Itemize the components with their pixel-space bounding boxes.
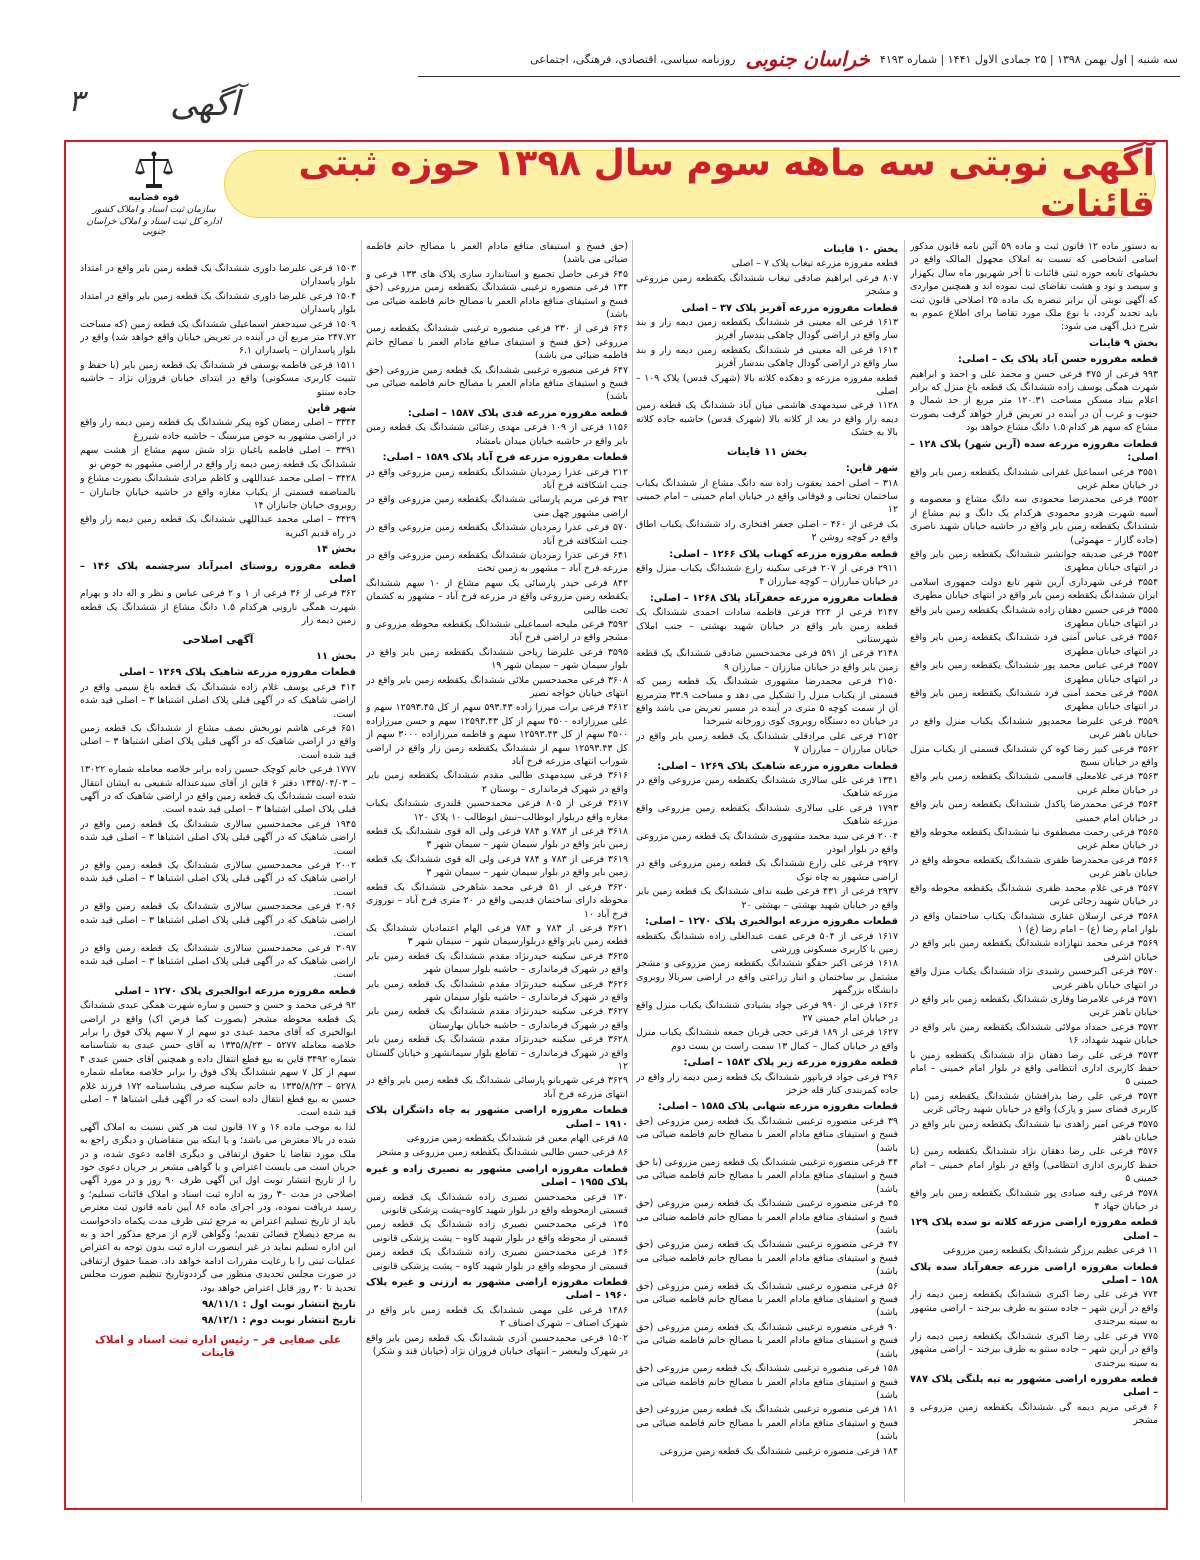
notice-entry: ۶۵۱ فرعی هاشم نوربخش نصف مشاع از ششدانگ یک قطعه زمین واقع در اراضی شاهیک که در آگهی قبلی پلاک اصلی اشتباها ۳ – اصلی قید شده است. xyxy=(80,723,356,761)
notice-entry: ۲۹۲۷ فرعی علی زارع ششدانگ یک قطعه زمین مزروعی واقع در اراضی مشهور به چاه نوک xyxy=(636,858,898,883)
notice-entry: قطعه مفروزه مزرعه و دهکده کلاته بالا (شهرک قدس) پلاک ۱۰۹ – اصلی xyxy=(636,372,898,398)
notice-entry: ۵۷۰ فرعی عذرا زمردیان ششدانگ یکقطعه زمین مزروعی واقع در جنب اشکافته فرخ آباد xyxy=(366,522,628,547)
notice-entry: ۳۶۲۵ فرعی سکینه حیدرنژاد مقدم ششدانگ یک قطعه زمین بایر واقع در شهرک فرمانداری – حاشیه بلوار سیمان شهر xyxy=(366,950,628,976)
notice-entry: ۲۹۳۷ فرعی از ۴۳۱ فرعی طیبه نداف ششدانگ یک قطعه زمین بایر واقع در خیابان شهید بهشتی – بهشتی ۲۰ xyxy=(636,886,898,911)
notice-entry: ۳۵۹۲ فرعی ملیحه اسماعیلی ششدانگ یکقطعه محوطه مزروعی و مشجر واقع در اراضی فرخ آباد xyxy=(366,618,628,644)
notice-entry: ۳۵۵۸ فرعی محمد آمنی فرد ششدانگ یکقطعه زمین بایر واقع در انتهای خیابان مطهری xyxy=(910,688,1158,713)
notice-entry: ۲۱۴۸ فرعی از ۵۹۱ فرعی محمدحسین صادقی ششدانگ یک قطعه زمین بایر واقع در خیابان مبارزان – مبارزان ۹ xyxy=(636,648,898,673)
notice-entry: ۱۹۴۵ فرعی محمدحسین سالاری ششدانگ یک قطعه زمین واقع در اراضی شاهیک که در آگهی قبلی پلاک اصلی اشتباها ۳ – اصلی قید شده است. xyxy=(80,818,356,857)
notice-entry: ۳۵۶۲ فرعی کنیز رضا کوه کن ششدانگ قسمتی از یکباب منزل واقع در خیابان بسیج xyxy=(910,743,1158,769)
notice-entry: ۲۱۵۰ فرعی محمدرضا مشهوری ششدانگ یک قطعه زمین که قسمتی از یکباب منزل را تشکیل می دهد و مساحت ۳۳.۹ مترمربع آن از سمت کوچه ۵ متری در آینده در مسیر تعریض می باشد واقع در خیابان ده دستگاه روبروی کوی زورخانه شیرخدا xyxy=(636,676,898,728)
notice-entry: ۱۶۱۷ فرعی از ۵۰۴ فرعی عفت عبدالعلی زاده ششدانگ یکقطعه زمین با کاربری مسکونی ورزشی xyxy=(636,930,898,955)
notice-entry: ۳۶۱۸ فرعی از ۷۸۳ و ۷۸۴ فرعی ولی اله قوی ششدانگ یک قطعه زمین بایر واقع در بلوار سیمان شهر – سیمان شهر ۳ xyxy=(366,826,628,851)
notice-entry: ۲۰۰۴ فرعی سید محمد مشهوری ششدانگ یک قطعه زمین مزروعی واقع در بلوار ابوذر xyxy=(636,830,898,856)
notice-entry: ۳۵۷۴ فرعی علی رضا بذرافشان ششدانگ یکقطعه زمین (با کاربری فضای سبز و پارک) واقع در خیابان شهید رجائی غربی xyxy=(910,1090,1158,1116)
column-divider xyxy=(904,240,905,1502)
notice-entry: ۴۵ فرعی منصوره ترغیبی ششدانگ یک قطعه زمین مزروعی (حق فسخ و استیفای منافع مادام العمر با مصالح خانم فاطمه ضیائی می باشد) xyxy=(636,1198,898,1237)
notice-entry: ۱۷۷۷ فرعی خانم کوچک حسین زاده برابر خلاصه معامله شماره ۱۳۰۲۲ – ۱۳۴۵/۰۴/۰۳ دفتر ۶ قاین از آقای سیدعبداله شفیعی به ایشان انتقال شده است ششدانگ یک قطعه زمین واقع در اراضی شاهیک که در آگهی قبلی پلاک اصلی اشتباها ۳ – اصلی قید شده است. xyxy=(80,764,356,816)
notice-entry: ۳۵۶۶ فرعی محمدرضا ظفری ششدانگ یکقطعه محوطه واقع در خیابان باهنر غربی xyxy=(910,854,1158,880)
notice-entry: ۳۵۷۸ فرعی رقیه صیادی پور ششدانگ یکقطعه زمین بایر واقع در خیابان جهاد ۴ xyxy=(910,1187,1158,1213)
section-heading: بخش ۱۰ قاینات xyxy=(823,244,898,255)
notice-entry: ۲۱۴۷ فرعی از ۲۲۴ فرعی فاطمه سادات احمدی ششدانگ یک قطعه زمین بایر واقع در خیابان شهید بهشتی – جنب املاک شهرستانی xyxy=(636,607,898,645)
notice-entry: ۳۵۷۶ فرعی علی رضا دهقان نژاد ششدانگ یکقطعه زمین (با حفظ کاربری اداری انتظامی) واقع در بلوار امام خمینی – امام خمینی ۵ xyxy=(910,1146,1158,1185)
notice-entry: ۳۵۵۴ فرعی شهرداری آرین شهر تابع دولت جمهوری اسلامی ایران ششدانگ یکقطعه زمین بایر واقع در انتهای خیابان مطهری xyxy=(910,576,1158,602)
notice-entry: ۳۳۹۱ – اصلی فاطمه باغبان نژاد شش سهم مشاع از هشت سهم ششدانگ یک قطعه زمین دیمه زار واقع در اراضی مشهور به حوض نو xyxy=(80,445,356,470)
notice-entry: ۶۴۵ فرعی حاصل تجمیع و استاندارد سازی پلاک های ۱۳۳ فرعی و ۱۳۴ فرعی منصوره ترغیبی ششدانگ یکقطعه زمین مزروعی (حق فسخ و استیفای منافع مادام العمر با مصالح خانم فاطمه ضیائی می باشد) xyxy=(366,268,628,321)
handwritten-section-label: آگهی xyxy=(170,84,240,124)
notice-entry: ۵۶ فرعی منصوره ترغیبی ششدانگ یک قطعه زمین مزروعی (حق فسخ و استیفای منافع مادام العمر با مصالح خانم فاطمه ضیائی می باشد) xyxy=(636,1280,898,1319)
notice-entry: ۱۴۵ فرعی محمدحسن نصیری زاده ششدانگ یک قطعه زمین قسمتی از محوطه واقع در بلوار شهید کاوه – پشت پزشکی قانونی xyxy=(366,1219,628,1244)
section-heading: قطعات مفروزه اراضی مشهور به ارزنی و غیره پلاک ۱۹۶۰ – اصلی xyxy=(366,1277,628,1302)
notice-entry: ۳۶۲۷ فرعی سکینه حیدرنژاد مقدم ششدانگ یک قطعه زمین بایر واقع در شهرک فرمانداری – حاشیه خیابان بهارستان xyxy=(366,1006,628,1031)
notice-entry: ۶۴۶ فرعی از ۲۳۰ فرعی منصوره ترغیبی ششدانگ یکقطعه زمین مزروعی (حق فسخ و استیفای منافع مادام العمر با مصالح خانم فاطمه ضیائی می باشد) xyxy=(366,323,628,362)
notice-entry: ۳۹ فرعی منصوره ترغیبی ششدانگ یک قطعه زمین مزروعی (حق فسخ و استیفای منافع مادام العمر با مصالح خانم فاطمه ضیائی می باشد) xyxy=(636,1115,898,1154)
notice-entry: ۳۵۶۸ فرعی ارسلان غفاری ششدانگ یکباب ساختمان واقع در بلوار امام رضا (ع) – امام رضا (ع) ۱ xyxy=(910,910,1158,935)
column-divider xyxy=(632,240,633,1502)
notice-entry: ۹۲ فرعی محمد و حسن و حسین و ساره شهرت همگی عبدی ششدانگ یک قطعه محوطه مشجر (بصورت کما فرض اک) واقع در اراضی ابوالخیری که آقای محمد عبدی دو سهم از ۷ سهم پلاک فوق را برابر خلاصه معامله ۵۲۷۷ – ۱۳۳۵/۸/۲۳ به آقای حسن عبدی به شناسنامه شماره ۳۴۹۲ قاین به بیع قطع انتقال داده و همچنین آقای حسن عبدی ۴ سهم از کل ۷ سهم ششدانگ پلاک فوق را برابر خلاصه معامله شماره ۵۲۷۸ – ۱۳۳۵/۸/۲۳ به خانم سکینه صرفی بشناسنامه ۱۷۲ فرزند غلام حسین به بیع قطع انتقال داده است که در آگهی قبلی اشتباها ۴ – اصلی قید شده است. xyxy=(80,1000,356,1119)
column-divider xyxy=(361,240,362,1502)
section-heading: قطعات مفروزه مزرعه سده (آرین شهر) پلاک ۱۲۸ – اصلی: xyxy=(910,438,1158,464)
section-heading: بخش ۱۴ xyxy=(316,544,356,556)
notice-entry: ۳۶۰۸ فرعی محمدحسین ملائی ششدانگ یکقطعه زمین بایر واقع در انتهای خیابان خواجه نصیر xyxy=(366,674,628,699)
issue-info: سه شنبه | اول بهمن ۱۳۹۸ | ۲۵ جمادی الاول ۱۴۴۱ | شماره ۴۱۹۳ xyxy=(879,52,1178,66)
notice-entry: ۶ فرعی مریم دیمه گی ششدانگ یکقطعه زمین مزروعی و مشجر xyxy=(910,1401,1158,1427)
notice-entry: ۱۶۱۸ فرعی اکبر حقگو ششدانگ یکقطعه زمین مزروعی و مشجر مشتمل بر ساختمان و انبار زراعتی واقع در اراضی سربالا روبروی دانشگاه بزرگمهر xyxy=(636,958,898,997)
section-heading: قطعه مفروزه روستای امیرآباد سرچشمه پلاک ۱۴۶ – اصلی xyxy=(80,560,356,585)
notice-entry: ۳۶۲۱ فرعی از ۷۸۳ و ۷۸۴ فرعی الهام اعتمادیان ششدانگ یک قطعه زمین بایر واقع دربلوارسیمان شهر – سیمان شهر ۳ xyxy=(366,922,628,948)
notice-entry: ۳۵۶۴ فرعی محمدرضا پاکدل ششدانگ یکقطعه زمین بایر واقع در خیابان امام خمینی xyxy=(910,799,1158,824)
section-heading: قطعات مفروزه اراضی مشهور به چاه داشگران پلاک ۱۹۱۰ – اصلی xyxy=(366,1105,628,1130)
notice-column-3 xyxy=(366,240,628,1502)
notice-entry: ۳۵۵۲ فرعی محمدرضا محمودی سه دانگ مشاع و معصومه و آسیه شهرت هردو محمودی هرکدام یک دانگ و نیم مشاع از ششدانگ یکقطعه زمین بایر واقع در حاشیه خیابان شهید ناصری (جاده گازار – مهموئی) xyxy=(910,494,1158,546)
notice-entry: ۹۰ فرعی منصوره ترغیبی ششدانگ یک قطعه زمین مزروعی (حق فسخ و استیفای منافع مادام العمر با مصالح خانم فاطمه ضیائی می باشد) xyxy=(636,1321,898,1360)
notice-entry: ۱۱ فرعی عظیم برزگر ششدانگ یکقطعه زمین مزروعی xyxy=(943,1245,1158,1257)
notice-column-2 xyxy=(636,240,898,1502)
newspaper-logo: خراسان جنوبی xyxy=(745,47,870,71)
notice-entry: ۱۸۴ فرعی منصوره ترغیبی ششدانگ یک قطعه زمین مزروعی xyxy=(659,1445,898,1457)
notice-entry: ۳۵۹۵ فرعی علیرضا ریاحی ششدانگ یکقطعه زمین بایر واقع در بلوار سیمان شهر – سیمان شهر ۱۹ xyxy=(366,646,628,672)
notice-entry: ۱۷۹۳ فرعی علی سالاری ششدانگ یکقطعه زمین مزروعی واقع مزرعه شاهیک xyxy=(636,802,898,828)
notice-entry: ۴۱۴ فرعی یوسف غلام زاده ششدانگ یک قطعه باغ سیمی واقع در اراضی شاهیک که در آگهی قبلی پلاک اصلی اشتباها ۳ – اصلی قید شده است. xyxy=(80,681,356,720)
masthead-divider xyxy=(418,76,1180,77)
notice-entry: ۳۵۵۶ فرعی عباس آمنی فرد ششدانگ یکقطعه زمین بایر واقع در انتهای خیابان مطهری xyxy=(910,632,1158,657)
notice-entry: ۱۶۱۳ فرعی اله معینی فر ششدانگ یکقطعه زمین دیمه زار و بند سار واقع در اراضی گودال چاهکی بندسار آفریز xyxy=(636,317,898,342)
notice-entry: ۳۶۲۰ فرعی از ۵۱ فرعی محمد شاهرخی ششدانگ یک قطعه محوطه دارای ساختمان قدیمی واقع در ۲۰ متری فرخ آباد – نوروزی فرخ آباد ۱۰ xyxy=(366,881,628,920)
masthead xyxy=(418,44,1178,74)
section-heading: قطعات مفروزه مزرعه فرخ آباد پلاک ۱۵۸۹ – اصلی: xyxy=(382,452,628,464)
notice-entry: ۳۶۱۲ فرعی برات میرزا زاده ۵۹۳.۴۳ سهم از کل ۱۲۵۹۳.۴۵ سهم و علی میرزازاده ۴۵۰۰ سهم از کل ۱۲۵۹۳.۴۳ سهم و حسن میرزازاده ۴۵۰۰ سهم از کل ۱۲۵۹۳.۴۳ سهم و فاطمه میرزازاده ۳۰۰۰ سهم از کل ۱۲۵۹۳.۴۳ سهم از ششدانگ یکقطعه زمین زار واقع در اراضی شوراب انتهای مزرعه فرخ آباد xyxy=(366,702,628,768)
notice-entry: ۱۴۸۶ فرعی علی مهمی ششدانگ یک قطعه زمین بایر واقع در شهرک اصناف – شهرک اصناف ۲ xyxy=(366,1304,628,1330)
notice-entry: ۳۶۲۸ فرعی سکینه حیدرنژاد مقدم ششدانگ یک قطعه زمین بایر واقع در شهرک فرمانداری – تقاطع بلوار سیمانشهر و خیابان گلستان ۱۲ xyxy=(366,1034,628,1072)
notice-entry: ۱۵۰۳ فرعی علیرضا داوری ششدانگ یک قطعه زمین بایر واقع در امتداد بلوار پاسداران xyxy=(80,263,356,288)
notice-entry: ۱۵۰۴ فرعی علیرضا داوری ششدانگ یک قطعه زمین بایر واقع در امتداد بلوار پاسداران xyxy=(80,290,356,316)
notice-entry: ۲۹۱۱ فرعی از ۲۰۷ فرعی سکینه زارع ششدانگ یکباب منزل واقع در خیابان مبارزان – کوچه مبارزان ۴ xyxy=(636,562,898,588)
notice-entry: (حق فسخ و استیفای منافع مادام العمر با مصالح خانم فاطمه ضیائی می باشد) xyxy=(366,241,628,266)
section-heading: قطعات مفروزه مزرعه شاهیک پلاک ۱۲۶۹ – اصلی: xyxy=(657,760,898,772)
notice-column-1 xyxy=(910,240,1158,1502)
section-heading: قطعات مفروزه اراضی مشهور به نصیری زاده و غیره پلاک ۱۹۵۵ – اصلی xyxy=(366,1163,628,1189)
notice-entry: ۹۹۳ فرعی از ۴۷۵ فرعی حسن و محمد علی و احمد و ابراهیم شهرت همگی یوسف زاده ششدانگ یک قطعه باغ منزل که برابر اعلام بنیاد مسکن مساحت ۱۲۰.۳۱ متر مربع از حد شمال و جنوب و غرب آن در آینده در تعریض قرار خواهد گرفت بصورت مشاع که سهم هر کدام ۱.۵ دانگ مشاع خواهد بود xyxy=(910,368,1158,434)
notice-entry: ۶۴۷ فرعی منصوره ترغیبی ششدانگ یک قطعه زمین مزروعی (حق فسخ و استیفای منافع مادام العمر با مصالح خانم فاطمه ضیائی می باشد) xyxy=(366,364,628,403)
notice-entry: ۲۹۶ فرعی جواد قربانپور ششدانگ یک قطعه زمین دیمه زار واقع در جاده کمربندی کنار قله خزخز xyxy=(636,1071,898,1096)
notice-entry: ۳۵۷۲ فرعی حمداد مولائی ششدانگ یکقطعه زمین بایر واقع در خیابان شهید شهداد، ۱۶ xyxy=(910,1021,1158,1047)
notice-entry: ۱۶۲۶ فرعی از ۹۹۰ فرعی جواد بشیادی ششدانگ یکباب منزل واقع در خیابان امام خمینی ۲۷ xyxy=(636,999,898,1024)
notice-entry: ۴۷ فرعی منصوره ترغیبی ششدانگ یک قطعه زمین مزروعی (حق فسخ و استیفای منافع مادام العمر با مصالح خانم فاطمه ضیائی می باشد) xyxy=(636,1239,898,1278)
notice-entry: ۳۶۱۶ فرعی سیدمهدی طالبی مقدم ششدانگ یکقطعه زمین بایر واقع در شهرک فرمانداری – بوستان ۲ xyxy=(366,770,628,795)
notice-entry: ۲۱۲ فرعی عذرا زمردیان ششدانگ یکقطعه زمین مزروعی واقع در جنب اشکافته فرخ آباد xyxy=(366,466,628,491)
notice-entry: ۱۵۸ فرعی منصوره ترغیبی ششدانگ یک قطعه زمین مزروعی (حق فسخ و استیفای منافع مادام العمر با مصالح خانم فاطمه ضیائی می باشد) xyxy=(636,1363,898,1401)
notice-entry: ۸۰۷ فرعی ابراهیم صادقی تیغاب ششدانگ یکقطعه زمین مزروعی و مشجر xyxy=(636,272,898,298)
notice-entry: ۳۵۶۳ فرعی غلامعلی قاسمی ششدانگ یکقطعه زمین بایر واقع در خیابان معلم غربی xyxy=(910,771,1158,796)
section-heading: بخش ۱۱ xyxy=(316,650,356,662)
notice-entry: ۳۳۴۴ – اصلی رمضان کوه پیکر ششدانگ یک قطعه زمین دیمه زار واقع در اراضی مشهور به حوض میرسنگ – حاشیه جاده شیررغ xyxy=(80,417,356,442)
section-heading: قطعات مفروزه مزرعه شهابی پلاک ۱۵۸۵ – اصلی: xyxy=(657,1101,898,1113)
handwritten-page-number: ۳ xyxy=(68,84,85,119)
notice-entry: ۸۵ فرعی الهام معین فر ششدانگ یکقطعه زمین مزروعی xyxy=(406,1133,628,1144)
notice-entry: ۳۵۷۵ فرعی امیر زاهدی نیا ششدانگ یکقطعه زمین بایر واقع در خیابان باهنر xyxy=(910,1118,1158,1143)
notice-entry: ۱۵۱۱ فرعی فاطمه یوسفی فر ششدانگ یک قطعه زمین بایر (با حفظ و تثبیت کاربری مسکونی) واقع در ابتدای خیابان فروزان نژاد – حاشیه جاده سنتو xyxy=(80,359,356,398)
notice-entry: ۳۴۲۹ – اصلی محمد عبداللهی ششدانگ یک قطعه زمین دیمه زار واقع در راه قدیم اکبریه xyxy=(80,514,356,539)
registration-org-emblem xyxy=(80,150,228,254)
section-heading: شهر قاین xyxy=(307,403,356,415)
notice-entry: ۱۶۲۷ فرعی از ۱۸۹ فرعی حجی قربان جمعه ششدانگ یکباب منزل واقع در خیابان کمال – کمال ۱۳ سمت راست بن بست دوم xyxy=(636,1027,898,1052)
notice-title: آگهی نوبتی سه ماهه سوم سال ۱۳۹۸ حوزه ثبتی قائنات xyxy=(298,143,1155,225)
notice-entry: ۳۵۶۷ فرعی غلام محمد ظفری ششدانگ یکقطعه محوطه واقع در خیابان شهید رجائی غربی xyxy=(910,882,1158,908)
section-heading: قطعات مفروزه مزرعه شاهیک پلاک ۱۲۶۹ – اصلی xyxy=(119,667,356,679)
notice-entry: ۲۰۰۲ فرعی محمدحسین سالاری ششدانگ یک قطعه زمین واقع در اراضی شاهیک که در آگهی قبلی پلاک اصلی اشتباها ۳ – اصلی قید شده است. xyxy=(80,860,356,898)
emblem-line-judiciary: قوه قضاییه xyxy=(128,193,180,203)
notice-entry: ۳۵۵۳ فرعی صدیقه جوانشیر ششدانگ یکقطعه زمین بایر واقع در انتهای خیابان مطهری xyxy=(910,548,1158,574)
emblem-line-department: اداره کل ثبت اسناد و املاک خراسان جنوبی xyxy=(86,217,222,237)
notice-entry: قطعه مفروزه مزرعه تیغاب پلاک ۷ – اصلی xyxy=(731,258,898,270)
notice-entry: ۳۶۱۷ فرعی از ۸۰۵ فرعی محمدحسین قلندری ششدانگ یکباب مغازه واقع دربلوار ابوطالب–نبش ابوطالب ۱۰ پلاک ۱۲۰ xyxy=(366,798,628,823)
notice-entry: ۳۶۲۶ فرعی سکینه حیدرنژاد مقدم ششدانگ یک قطعه زمین بایر واقع در شهرک فرمانداری – حاشیه بلوار سیمان شهر xyxy=(366,978,628,1003)
notice-entry: ۷۷۵ فرعی علی رضا اکبری ششدانگ یکقطعه زمین دیمه زار واقع در آرین شهر – جاده سنتو به طرف بیرجند – اراضی مشهور به سینه بیرجندی xyxy=(910,1330,1158,1369)
section-heading: قطعه مفروزه حسن آباد پلاک یک – اصلی: xyxy=(957,354,1158,366)
notice-entry: یک فرعی از ۴۶۰ – اصلی جعفر افتخاری راد ششدانگ یکباب اطاق واقع در کوچه روشن ۲ xyxy=(636,518,898,544)
notice-entry: ۳۵۷۱ فرعی غلامرضا وفاری ششدانگ یکقطعه زمین بایر واقع در خیابان باهنر غربی xyxy=(910,993,1158,1019)
notice-entry: ۱۴۶ فرعی محمدحسن نصیری زاده ششدانگ یک قطعه زمین قسمتی از محوطه واقع در بلوار شهید کاوه – پشت پزشکی قانونی xyxy=(366,1247,628,1272)
section-heading: قطعه مفروزه مزرعه قدی پلاک ۱۵۸۷ – اصلی: xyxy=(407,407,628,419)
notice-entry: ۱۵۰۲ فرعی محمدحسین آذری ششدانگ یک قطعه زمین بایر واقع در شهرک ولیعصر – انتهای خیابان فروزان نژاد (خیابان قند و شکر) xyxy=(366,1332,628,1358)
notice-entry: ۳۵۷۰ فرعی اکبرحسین رشیدی نژاد ششدانگ یکباب منزل واقع در انتهای خیابان باهنر غربی xyxy=(910,966,1158,991)
section-heading: قطعات مفروزه مزرعه جعفرآباد پلاک ۱۲۶۸ – اصلی: xyxy=(649,592,898,604)
notice-banner xyxy=(224,143,1156,225)
notice-entry: ۱۸۱ فرعی منصوره ترغیبی ششدانگ یک قطعه زمین مزروعی (حق فسخ و استیفای منافع مادام العمر با مصالح خانم فاطمه ضیائی می باشد) xyxy=(636,1404,898,1443)
section-heading: قطعات مفروزه مزرعه آفریز پلاک ۳۷ – اصلی xyxy=(681,302,898,314)
notice-entry: ۳۱۸ – اصلی احمد یعقوب زاده سه دانگ مشاع از ششدانگ یکباب ساختمان تحتانی و فوقانی واقع در خیابان امام خمینی – امام خمینی ۱۲ xyxy=(636,477,898,516)
notice-entry: ۳۵۵۹ فرعی علیرضا محمدپور ششدانگ یکباب منزل واقع در خیابان باهنر غربی xyxy=(910,715,1158,741)
section-heading: تاریخ انتشار نوبت اول : ۹۸/۱۱/۱ xyxy=(202,1299,356,1311)
notice-entry: ۱۳۴۱ فرعی علی سالاری ششدانگ یکقطعه زمین مزروعی واقع در مزرعه شاهیک xyxy=(636,775,898,800)
notice-entry: ۲۰۹۶ فرعی محمدحسین سالاری ششدانگ یک قطعه زمین واقع در اراضی شاهیک که در آگهی قبلی پلاک اصلی اشتباها ۳ – اصلی قید شده است. xyxy=(80,901,356,940)
section-heading: قطعه مفروزه مزرعه کهناب پلاک ۱۲۶۶ – اصلی: xyxy=(669,548,898,560)
section-heading: قطعه مفروزه اراضی مزرعه کلاته نو سده پلاک ۱۲۹ – اصلی xyxy=(910,1217,1158,1242)
notice-entry: ۳۶۱۹ فرعی از ۷۸۳ و ۷۸۴ فرعی ولی اله قوی ششدانگ یک قطعه زمین بایر واقع در بلوار سیمان شهر – سیمان شهر ۳ xyxy=(366,853,628,879)
notice-entry: ۳۴۲۸ – اصلی محمد عبداللهی و کاظم مرادی ششدانگ بصورت مشاع و بالمناصفه قسمتی از یکباب مغازه واقع در حاشیه خیابان جانبازان – روبروی خیابان جانبازان ۱۴ xyxy=(80,473,356,511)
section-heading: آگهی اصلاحی xyxy=(182,633,254,646)
section-heading: بخش ۹ قاینات xyxy=(1089,337,1158,349)
notice-entry: به دستور ماده ۱۲ قانون ثبت و ماده ۵۹ آئین نامه قانون مذکور اسامی اشخاصی که نسبت به املاک مجهول المالک واقع در بخشهای تابعه حوزه ثبتی قائنات تا آخر شهریور ماه سال یکهزار و سیصد و نود و هشت تقاضای ثبت نموده اند و همچنین مواردی که آگهی نوبتی آن برابر تبصره یک ماده ۲۵ اصلاحی قانون ثبت باید تجدید گردد، با نوع ملک مورد تقاضا برای اطلاع عموم به شرح ذیل آگهی می شود: xyxy=(910,241,1158,333)
notice-entry: ۱۵۰۹ فرعی سیدجعفر اسماعیلی ششدانگ یک قطعه زمین (که مساحت ۲۴۷.۷۲ متر مربع آن در آینده در تعریض خیابان واقع خواهد شد) واقع در بلوار پاسداران – پاسداران ۶.۱ xyxy=(80,318,356,357)
notice-entry: ۸۶ فرعی حسن طالبی ششدانگ یکقطعه زمین مزروعی و مشجر xyxy=(377,1147,628,1159)
notice-entry: لذا به موجب ماده ۱۶ و ۱۷ قانون ثبت هر کس نسبت به املاک آگهی شده در بالا معترض می باشد؛ و یا اینکه بین متقاضیان و دیگری راجع به ملک مورد تقاضا یا حقوق ارتفاقی و دیگری اقامه دعوی شده، و در جریان است می بایست اعتراض و یا گواهی مشعر بر جریان دعوی خود را از تاریخ انتشار نوبت اول این آگهی ظرف ۹۰ روز و در مورد آگهی اصلاحی در مدت ۳۰ روز به اداره ثبت اسناد و املاک قائنات تسلیم؛ و رسید دریافت نموده، ودر اجرای ماده ۸۶ آیین نامه قانون ثبت معترض باید از تاریخ تسلیم اعتراض به مرجع ثبتی ظرف مدت یکماه دادخواست به مرجع ذیصلاح قضائی تقدیم؛ وگواهی لازم از مرجع مذکور اخذ و به این اداره تسلیم نماید در غیر اینصورت اداره ثبت بدون توجه به اعتراض عملیات ثبتی را با رعایت مقررات ادامه خواهد داد. ضمنا حقوق ارتفاقی در صورت مجلس تحدیدی منظور می گرددوتاریخ تنظیم صورت مجلس تحدید تا ۳۰ روز قابل اعتراض خواهد بود. xyxy=(80,1121,356,1294)
section-heading: قطعات مفروزه اراضی مزرعه جعفرآباد سده پلاک ۱۵۸ – اصلی xyxy=(910,1261,1158,1287)
section-heading: قطعه مفروزه اراضی مشهور به تپه پلنگی پلاک ۷۸۷ – اصلی xyxy=(910,1373,1158,1399)
notice-entry: ۱۶۱۴ فرعی اله معینی فر ششدانگ یکقطعه زمین دیمه زار و بند سار واقع در اراضی گودال چاهکی بندسار آفریز xyxy=(636,344,898,370)
notice-entry: ۶۴۱ فرعی عذرا زمردیان ششدانگ یکقطعه زمین مزروعی واقع در مزرعه فرخ آباد – مشهور به زمین تخت xyxy=(366,549,628,575)
notice-entry: ۱۳۰ فرعی محمدحسن نصیری زاده ششدانگ یک قطعه زمین قسمتی ازمحوطه واقع در بلوار شهید کاوه–پشت پزشکی قانونی xyxy=(366,1191,628,1217)
notice-entry: ۴۴ فرعی منصوره ترغیبی ششدانگ یک قطعه زمین مزروعی (با حق فسخ و استیفای منافع مادام العمر با مصالح خانم فاطمه ضیائی می باشد) xyxy=(636,1157,898,1195)
notice-entry: ۸۴۲ فرعی حیدر پارسائی یک سهم مشاع از ۱۰ سهم ششدانگ یکقطعه زمین مزروعی واقع در مزرعه فرخ آباد – مشهور به کشمان تخت طالبی xyxy=(366,577,628,616)
notice-entry: ۳۵۵۷ فرعی عباس محمد پور ششدانگ یکقطعه زمین بایر واقع در انتهای خیابان مطهری xyxy=(910,660,1158,685)
section-heading: قطعات مفروزه مزرعه ابوالخیری پلاک ۱۲۷۰ – اصلی: xyxy=(644,916,898,928)
notice-entry: ۱۱۲۸ فرعی سیدمهدی هاشمی میان آباد ششدانگ یک قطعه زمین دیمه زار واقع در بعد از کلاته بالا (شهرک قدس) حاشیه جاده کلاته بالا به خشک xyxy=(636,400,898,439)
notice-entry: ۳۵۶۵ فرعی رحمت مصطفوی نیا ششدانگ یکقطعه محوطه واقع در خیابان معلم غربی xyxy=(910,827,1158,852)
notice-entry: ۷۷۴ فرعی علی رضا اکبری ششدانگ یکقطعه زمین دیمه زار واقع در آرین شهر – جاده سنتو به طرف بیرجند – اراضی مشهور به سینه بیرجندی xyxy=(910,1289,1158,1328)
notice-entry: ۳۵۵۵ فرعی حسین دهقان زاده ششدانگ یکقطعه زمین بایر واقع در انتهای خیابان مطهری xyxy=(910,604,1158,629)
section-heading: تاریخ انتشار نوبت دوم : ۹۸/۱۲/۱ xyxy=(201,1315,356,1327)
emblem-line-organization: سازمان ثبت اسناد و املاک کشور xyxy=(92,205,216,215)
notice-entry: ۲۰۹۷ فرعی محمدحسین سالاری ششدانگ یک قطعه زمین واقع در اراضی شاهیک که در آگهی قبلی پلاک اصلی اشتباها ۳ – اصلی قید شده است. xyxy=(80,942,356,981)
section-heading: قطعه مفروزه مزرعه زیر پلاک ۱۵۸۳ – اصلی: xyxy=(683,1057,898,1069)
notice-entry: ۳۹۲ فرعی مریم پارسائی ششدانگ یکقطعه زمین مزروعی واقع در اراضی مشهور چهل منی xyxy=(366,494,628,519)
notice-entry: ۲۱۵۲ فرعی علی مرادقلی ششدانگ یک قطعه زمین بایر واقع در خیابان مبارزان – مبارزان ۷ xyxy=(636,730,898,756)
judiciary-scales-icon xyxy=(134,150,174,192)
notice-entry: ۳۶۲ فرعی از ۳۶ فرعی از ۱ و ۲ فرعی عباس و نظر و اله داد و بهرام شهرت همگی نارونی هرکدام ۱.۵ دانگ مشاع از ششدانگ یک قطعه زمین دیمه زار xyxy=(80,588,356,627)
notice-column-4 xyxy=(80,262,356,1502)
notice-entry: ۱۱۵۶ فرعی از ۱۰۹ فرعی مهدی رعنائی ششدانگ یک قطعه زمین بایر واقع در حاشیه خیابان میدان بامشاد xyxy=(366,422,628,447)
notice-entry: ۳۵۵۱ فرعی اسماعیل غفرانی ششدانگ یکقطعه زمین بایر واقع در خیابان معلم غربی xyxy=(910,466,1158,491)
notice-entry: ۳۵۶۹ فرعی محمد تنهازاده ششدانگ یکقطعه زمین بایر واقع در خیابان اشرفی xyxy=(910,938,1158,963)
section-heading: قطعه مفروزه مزرعه ابوالخیری پلاک ۱۲۷۰ – اصلی xyxy=(114,985,356,997)
newspaper-tagline: روزنامه سیاسی، اقتصادی، فرهنگی، اجتماعی xyxy=(530,52,736,66)
section-heading: بخش ۱۱ قاینات xyxy=(726,445,808,458)
notice-entry: ۳۵۷۳ فرعی علی رضا دهقان نژاد ششدانگ یکقطعه زمین با حفظ کاربری اداری انتظامی واقع در بلوار امام خمینی – امام خمینی ۵ xyxy=(910,1049,1158,1088)
signature-line: علی صفایی فر – رئیس اداره ثبت اسناد و املاک قاینات xyxy=(94,1333,342,1360)
notice-entry: ۳۶۲۹ فرعی شهربانو پارسائی ششدانگ یک قطعه زمین بایر واقع در انتهای مزرعه فرخ آباد xyxy=(366,1075,628,1100)
section-heading: شهر قاین: xyxy=(845,463,898,475)
